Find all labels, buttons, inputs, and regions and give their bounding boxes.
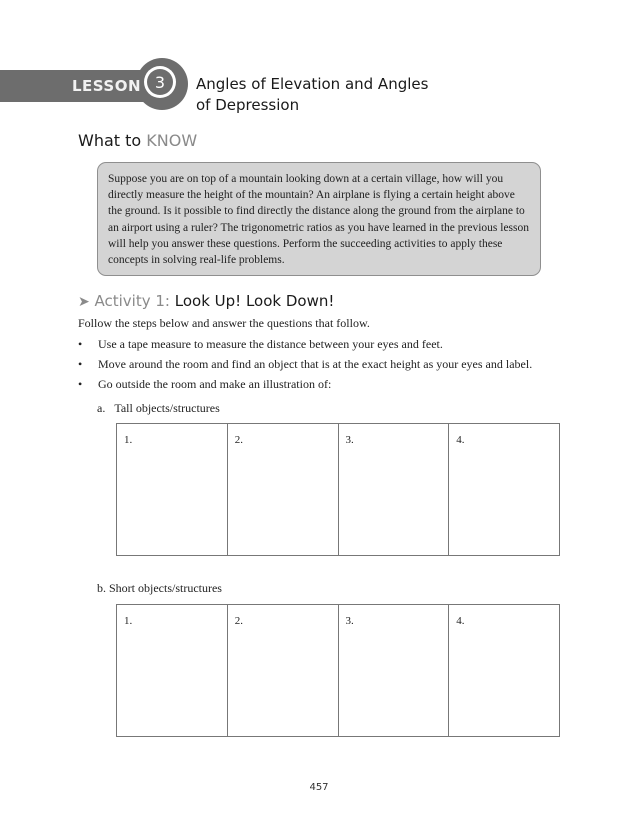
lesson-label: LESSON — [72, 77, 142, 95]
tall-objects-label: a. Tall objects/structures — [97, 401, 220, 415]
table-cell[interactable]: 1. — [117, 605, 228, 736]
table-cell[interactable]: 4. — [456, 434, 465, 446]
intro-text-box — [97, 162, 541, 276]
lesson-title-line-1: Angles of Elevation and Angles — [196, 75, 429, 93]
steps-list — [78, 334, 532, 394]
activity-title: Look Up! Look Down! — [174, 292, 335, 310]
list-item: • Use a tape measure to measure the distance between your eyes and feet. — [78, 334, 532, 354]
section-heading-prefix: What to — [78, 131, 142, 150]
arrow-icon: ➤ — [78, 294, 90, 310]
short-objects-table — [116, 604, 560, 737]
lesson-number: 3 — [147, 69, 173, 95]
intro-paragraph: Suppose you are on top of a mountain looking down at a certain village, how will you directly measure the height of the mountain? An airplane is flying a certain height above the ground. Is it possible to find directly the distance along the ground from the airplane to an airport using a ruler? The trigonometric ratios as you have learned in the previous lesson will help you answer these questions. Perform the succeeding activities to apply these concepts in solving real-life problems. — [108, 173, 530, 267]
tall-objects-table — [116, 423, 560, 556]
table-cell[interactable]: 2. — [228, 605, 339, 736]
lesson-title — [196, 74, 456, 116]
section-heading-what-to-know — [78, 131, 197, 150]
table-cell[interactable]: 2. — [228, 424, 339, 555]
activity-heading — [78, 292, 334, 310]
bullet-icon: • — [78, 377, 83, 391]
activity-label: Activity 1: — [94, 292, 170, 310]
page-number: 457 — [309, 782, 329, 793]
bullet-icon: • — [78, 337, 83, 351]
table-cell[interactable]: 3. — [339, 424, 450, 555]
bullet-icon: • — [78, 357, 83, 371]
section-heading-accent: KNOW — [146, 131, 198, 150]
table-cell[interactable]: 3. — [339, 605, 450, 736]
table-cell[interactable]: 1. — [117, 424, 228, 555]
list-item: • Move around the room and find an object that is at the exact height as your eyes and label. — [78, 354, 532, 374]
table-cell[interactable]: 4. — [456, 615, 465, 627]
list-item: • Go outside the room and make an illustration of: — [78, 374, 532, 394]
short-objects-label: b. Short objects/structures — [97, 581, 222, 595]
lesson-title-line-2: of Depression — [196, 96, 300, 114]
activity-instructions: Follow the steps below and answer the questions that follow. — [78, 316, 370, 330]
